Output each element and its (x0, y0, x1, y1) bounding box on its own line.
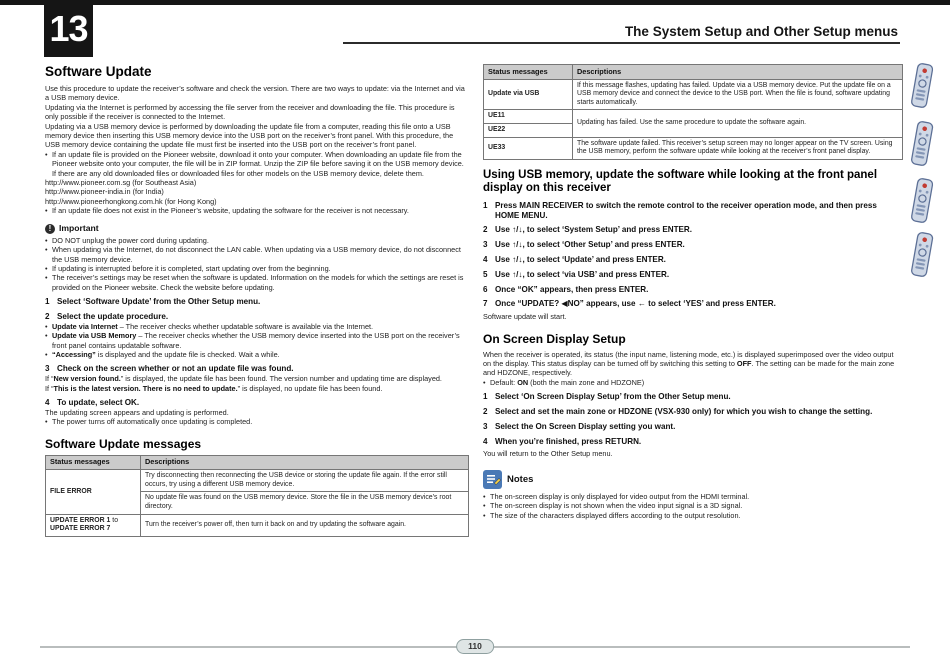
display-message: “Accessing” (52, 349, 96, 359)
step-number: 2 (45, 311, 50, 321)
step-number: 4 (483, 254, 488, 264)
bullet-item: • The on-screen display is only displayed for video output from the HDMI terminal. (483, 492, 903, 501)
option-label: Update via Internet (52, 321, 118, 331)
column-header-status-messages: Status messages (484, 65, 573, 80)
step-number: 1 (483, 200, 488, 210)
option-description: is displayed and the update file is checked. Wait a while. (95, 349, 280, 359)
setting-value: ON (517, 377, 529, 387)
step-text: Select ‘Software Update’ from the Other Setup menu. (57, 297, 261, 307)
step-text: Select and set the main zone or HDZONE (VSX-930 only) for which you wish to change the setting. (495, 406, 873, 416)
text-fragment: ” is displayed, no update file has been found. (237, 383, 383, 393)
status-cell-update-via-usb: Update via USB (484, 79, 573, 110)
display-message: This is the latest version. There is no need to update. (53, 383, 238, 393)
header-rule (343, 42, 900, 44)
status-label: UPDATE ERROR 7 (50, 525, 111, 533)
bullet-item: • DO NOT unplug the power cord during updating. (45, 236, 469, 245)
bullet-item: • When updating via the Internet, do not disconnect the LAN cable. When updating via a USB memory device, do not disconnect the USB memory device. (45, 245, 469, 264)
column-header-status-messages: Status messages (46, 455, 141, 470)
body-paragraph: Updating via a USB memory device is performed by downloading the update file from a computer, reading this file onto a USB memory device then inserting this USB memory device into the USB port on the receiver’s front panel. With this procedure, the USB memory device containing the update file must first be inserted into the USB port on the receiver’s front panel. (45, 121, 454, 150)
text-fragment: Default: (490, 377, 518, 387)
status-label: UPDATE ERROR 1 (50, 516, 111, 524)
step-text: Select the update procedure. (57, 311, 169, 321)
bullet-item: • If an update file does not exist in the Pioneer’s website, updating the software for the receiver is not necessary. (45, 206, 469, 215)
body-paragraph: The updating screen appears and updating is performed. (45, 407, 229, 417)
bullet-item (483, 378, 903, 387)
procedure-step (483, 299, 903, 309)
bullet-item (45, 350, 469, 359)
procedure-step (483, 270, 903, 280)
status-cell-ue11: UE11 (484, 110, 573, 124)
step-number: 2 (483, 406, 488, 416)
step-text: Select the On Screen Display setting you want. (495, 421, 676, 431)
step-number: 3 (483, 421, 488, 431)
remote-control-icon (901, 120, 943, 168)
status-cell-ue33: UE33 (484, 137, 573, 159)
text-fragment: When the receiver is operated, its status (the input name, listening mode, etc.) is displayed superimposed over the video output on the display. This status display can be turned off by switching this setting to (483, 349, 894, 368)
status-cell-update-error (46, 514, 141, 536)
status-cell-file-error: FILE ERROR (46, 470, 141, 514)
bullet-item: • The receiver’s settings may be reset when the software is updated. Information on the models for which the settings are reset is provided on the Pioneer website. Check the website before updating. (45, 273, 469, 292)
url-text: http://www.pioneer-india.in (for India) (45, 187, 164, 197)
procedure-step (483, 225, 903, 235)
text-fragment: If “ (45, 374, 54, 384)
remote-control-icon (901, 231, 943, 279)
body-paragraph: Software update will start. (483, 312, 567, 322)
bullet-item: • The size of the characters displayed differs according to the output resolution. (483, 511, 903, 520)
body-paragraph (45, 384, 469, 393)
procedure-step (45, 398, 469, 408)
table-header-row (46, 455, 469, 470)
page-header-title: The System Setup and Other Setup menus (624, 24, 898, 39)
step-number: 4 (45, 397, 50, 407)
step-number: 1 (483, 392, 488, 402)
table-row (46, 514, 469, 536)
step-number: 1 (45, 297, 50, 307)
section-heading-usb-front-panel-update: Using USB memory, update the software while looking at the front panel display on this receiver (483, 168, 878, 195)
notes-icon (483, 470, 502, 489)
description-cell: Updating has failed. Use the same procedure to update the software again. (573, 110, 903, 137)
step-number: 4 (483, 436, 488, 446)
display-message: New version found. (53, 374, 121, 384)
option-description: – The receiver checks whether updatable software is available via the Internet. (117, 321, 374, 331)
section-heading-on-screen-display-setup: On Screen Display Setup (483, 331, 626, 346)
page-number: 110 (468, 641, 482, 651)
table-row (484, 110, 903, 124)
right-column (483, 64, 903, 520)
step-text: Use ↑/↓, to select ‘Update’ and press ENTER. (495, 254, 666, 264)
body-paragraph (483, 350, 903, 378)
left-column (45, 64, 469, 537)
procedure-step (483, 240, 903, 250)
top-bar (0, 0, 950, 5)
bullet-item (45, 322, 469, 331)
important-icon: ! (45, 224, 55, 234)
bullet-item: • If an update file is provided on the Pioneer website, download it onto your computer. When downloading an update file from the Pioneer website onto your computer, the file will be in ZIP format. Unzip the ZIP file before saving it on the USB memory device. If there are any old downloaded files or downloaded files for other models on the USB memory device, delete them. (45, 150, 469, 178)
body-paragraph: You will return to the Other Setup menu. (483, 449, 613, 459)
step-number: 6 (483, 284, 488, 294)
important-header (45, 224, 469, 234)
column-header-descriptions: Descriptions (141, 455, 469, 470)
procedure-step (483, 422, 903, 432)
step-number: 3 (483, 240, 488, 250)
step-text: Use ↑/↓, to select ‘via USB’ and press ENTER. (495, 269, 670, 279)
procedure-step (483, 255, 903, 265)
body-paragraph: Use this procedure to update the receiver’s software and check the version. There are two ways to update: via the Internet and via a USB memory device. (45, 84, 465, 103)
remote-control-icon (901, 177, 943, 225)
procedure-step (483, 407, 903, 417)
table-row (46, 470, 469, 492)
procedure-step (45, 312, 469, 322)
step-text: When you’re finished, press RETURN. (495, 436, 642, 446)
status-cell-ue22: UE22 (484, 123, 573, 137)
step-text: Select ‘On Screen Display Setup’ from the Other Setup menu. (495, 392, 731, 402)
software-update-messages-table (45, 455, 469, 537)
step-number: 2 (483, 225, 488, 235)
procedure-step (483, 201, 903, 221)
step-text: Use ↑/↓, to select ‘Other Setup’ and press ENTER. (495, 240, 685, 250)
remote-control-icon (901, 62, 943, 110)
step-number: 7 (483, 299, 488, 309)
step-number: 3 (45, 364, 50, 374)
step-number: 5 (483, 269, 488, 279)
procedure-step (483, 437, 903, 447)
body-paragraph (45, 374, 469, 383)
description-cell: The software update failed. This receiver’s setup screen may no longer appear on the TV screen. Using the USB memory, perform the software update while looking at the receiver’s front panel display. (573, 137, 903, 159)
page-number-badge (456, 639, 494, 654)
important-label: Important (59, 222, 99, 233)
procedure-step (483, 285, 903, 295)
bullet-item: • The on-screen display is not shown when the video input signal is a 3D signal. (483, 501, 903, 510)
step-text: Press MAIN RECEIVER to switch the remote control to the receiver operation mode, and then press HOME MENU. (495, 200, 877, 220)
url-text: http://www.pioneer.com.sg (for Southeast Asia) (45, 178, 197, 188)
chapter-number-box (44, 0, 93, 57)
notes-header (483, 470, 903, 489)
step-text: Check on the screen whether or not an update file was found. (57, 364, 294, 374)
notes-label: Notes (507, 473, 534, 485)
section-heading-software-update: Software Update (45, 64, 152, 79)
step-text: Once “OK” appears, then press ENTER. (495, 284, 649, 294)
step-text: Once “UPDATE? ◀NO” appears, use ← to select ‘YES’ and press ENTER. (495, 299, 776, 309)
bullet-item: • The power turns off automatically once updating is completed. (45, 417, 469, 426)
text-fragment: If “ (45, 383, 54, 393)
text-fragment: ” is displayed, the update file has been found. The version number and updating time are displayed. (120, 374, 442, 384)
description-cell: Try disconnecting then reconnecting the USB device or storing the update file again. If the error still occurs, try using a different USB memory device. (141, 470, 469, 492)
text-fragment: . The setting can be made for the main zone and HDZONE, respectively. (483, 358, 895, 378)
text-fragment: to (112, 516, 119, 524)
column-header-descriptions: Descriptions (573, 65, 903, 80)
section-heading-software-update-messages: Software Update messages (45, 436, 202, 451)
procedure-step (45, 364, 469, 374)
option-label: Update via USB Memory (52, 331, 137, 341)
text-fragment: (both the main zone and HDZONE) (528, 377, 645, 387)
table-row (484, 79, 903, 110)
bullet-item: • If updating is interrupted before it is completed, start updating over from the beginning. (45, 264, 469, 273)
step-text: To update, select OK. (57, 397, 140, 407)
setting-value: OFF (736, 358, 752, 368)
step-text: Use ↑/↓, to select ‘System Setup’ and press ENTER. (495, 225, 693, 235)
body-paragraph: Updating via the Internet is performed by accessing the file server from the receiver and downloading the file. This procedure is only possible if the receiver is connected to the Internet. (45, 102, 455, 122)
description-cell: No update file was found on the USB memory device. Store the file in the USB memory device’s root directory. (141, 492, 469, 514)
table-row (484, 137, 903, 159)
description-cell: Turn the receiver’s power off, then turn it back on and try updating the software again. (141, 514, 469, 536)
procedure-step (483, 392, 903, 402)
option-description: – The receiver checks whether the USB memory device inserted into the USB port on the receiver’s front panel contains updatable software. (52, 331, 460, 350)
url-text: http://www.pioneerhongkong.com.hk (for Hong Kong) (45, 196, 217, 206)
status-messages-table (483, 64, 903, 160)
table-header-row (484, 65, 903, 80)
bullet-item (45, 331, 469, 350)
description-cell: If this message flashes, updating has failed. Update via a USB memory device. Put the update file on a USB memory device and connect the device to the USB port. When the file is found, software updating starts automatically. (573, 79, 903, 110)
procedure-step (45, 297, 469, 307)
chapter-number: 13 (49, 7, 88, 49)
